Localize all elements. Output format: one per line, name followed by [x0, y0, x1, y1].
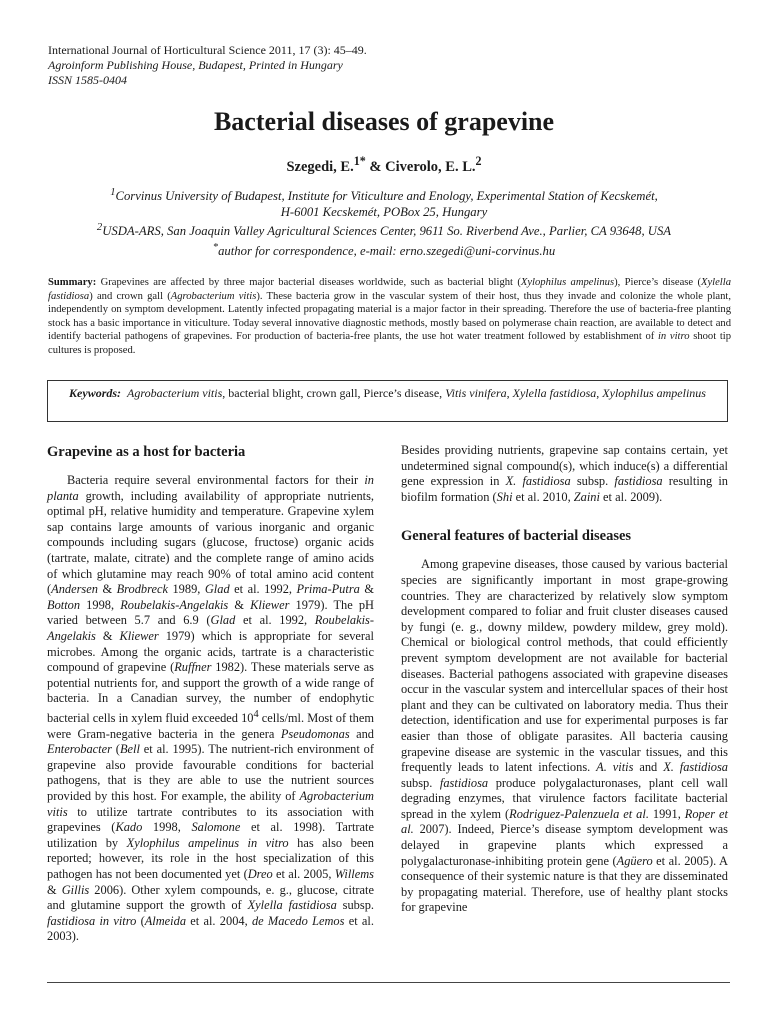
text-run: Bacteria require several environmental factors for their [67, 473, 365, 487]
keywords-label: Keywords: [69, 386, 122, 400]
italic-term: Roubelakis-Angelakis [120, 597, 229, 612]
author-name: Civerolo, E. L. [385, 158, 476, 175]
text-run: 1982). These materials serve as potential nutrients for, and support the growth of a wide range of bacteria. In a Canadian survey, the number of endophytic bacterial cells in xylem fluid exceeded 10 [47, 660, 375, 726]
keyword: Xylella fastidiosa [512, 386, 597, 400]
italic-term: fastidiosa [439, 775, 489, 790]
text-run: produce polygalacturonases, plant cell wall degrading enzymes, that virulence factors facilitate bacterial spread in the xylem ( [401, 775, 728, 821]
text-run: et al. 1992, [229, 582, 297, 597]
text-run: 2007). Indeed, Pierce’s disease symptom development was delayed in grapevine plants which expressed a polygalacturonase-inhibiting protein gene ( [401, 822, 728, 868]
author-affiliation-mark: 1* [353, 154, 366, 168]
text-run: to utilize tartrate contributes to its association with grapevines ( [47, 804, 374, 835]
text-run: et al. 2005). A consequence of their systemic nature is that they are disseminated by propagating material. Therefore, use of healthy plant stocks for grapevine [401, 853, 728, 915]
text-run: 1989, [167, 582, 205, 597]
text-run: & [97, 582, 117, 597]
italic-term: Ruffner [174, 660, 212, 675]
text-run: 1998, [80, 597, 121, 612]
text-run: et al. 2009). [599, 489, 663, 504]
text-run: growth, including availability of appropriate nutrients, optimal pH, relative humidity and temperature. Grapevine xylem sap contains large amounts of various inorganic and organic compounds including sugars (glucose, fructose) organic acids (tartrate, malate, citrate) and the complete range of amino acids of which glutamine may reach 90% of total amino acid content ( [47, 488, 374, 597]
correspondence-note [40, 240, 728, 260]
author-affiliation-mark: 2 [475, 154, 482, 168]
keyword-separator: , [506, 386, 513, 400]
affiliation-2 [40, 220, 728, 240]
affiliation-mark: 1 [110, 187, 116, 198]
text-run: & [228, 597, 251, 612]
italic-term: Almeida [144, 913, 187, 928]
text-run: subsp. [570, 474, 615, 489]
text-run: & [359, 582, 374, 597]
keyword-separator: , [596, 386, 603, 400]
text-run: & [47, 882, 62, 897]
keyword: Agrobacterium vitis [127, 386, 223, 400]
italic-term: X. fastidiosa [505, 474, 571, 489]
italic-term: Shi [496, 489, 513, 504]
text-run: Besides providing nutrients, grapevine sap contains certain, yet undetermined signal compound(s), which induce(s) a differential gene expression in [401, 443, 728, 489]
text-run: 1991, [648, 806, 685, 821]
italic-term: Xylella fastidiosa [247, 898, 337, 913]
author-list [0, 152, 768, 176]
text-run: ( [111, 742, 120, 757]
text-run: subsp. [336, 898, 374, 913]
italic-term: Roubelakis-Angelakis [47, 613, 374, 643]
text-run: 2006). Other xylem compounds, e. g., glucose, citrate and glutamine support the growth of [47, 882, 374, 913]
keyword: , bacterial blight, crown gall, Pierce’s disease, [222, 386, 446, 400]
italic-term: Agrobacterium vitis [47, 789, 374, 819]
italic-term: Willems [334, 866, 374, 881]
text-run: 1979). The pH varied between 5.7 and 6.9 ( [47, 597, 374, 628]
affiliation-mark: 2 [96, 222, 103, 234]
italic-term: X. fastidiosa [663, 760, 728, 775]
text-run: and [633, 760, 664, 775]
journal-citation: International Journal of Horticultural Science 2011, 17 (3): 45–49. [48, 43, 367, 57]
text-run: 1979) which is appropriate for several microbes. Among the organic acids, tartrate is a characteristic compound of grapevine ( [47, 628, 374, 675]
italic-term: Dreo [247, 866, 273, 881]
italic-term: Kado [115, 820, 143, 835]
section-heading: Grapevine as a host for bacteria [47, 444, 246, 460]
text-run: et al. 2004, [186, 913, 252, 928]
text-run: 1998, [142, 820, 192, 835]
affiliations [40, 185, 728, 260]
body-paragraph [47, 473, 374, 945]
affiliation-text: Corvinus University of Budapest, Institute for Viticulture and Enology, Experimental Station of Kecskemét, [115, 189, 658, 204]
summary-text: ), Pierce’s disease ( [614, 277, 701, 288]
summary-text: ). These bacteria grow in the vascular system of their host, thus they invade and colonize the whole plant, independently on symptom development. Latently infected propagating material is a major factor in their spreading. Therefore the use of bacteria-free planting stock has a basic importance in viticulture. Today several innovative diagnostic methods, mostly based on polymerase chain reaction, are available to detect and identify bacterial pathogens of grapevines. For production of bacteria-free plants, the use hot water treatment followed by establishment of [48, 290, 731, 343]
summary-text: ) and crown gall ( [89, 290, 171, 302]
italic-term: Enterobacter [47, 742, 112, 757]
summary-term: in vitro [657, 331, 690, 343]
italic-term: fastidiosa in vitro [47, 913, 137, 928]
text-run: and [349, 726, 374, 741]
italic-term: A. vitis [596, 760, 634, 775]
italic-term: de Macedo Lemos [251, 913, 345, 928]
article-title: Bacterial diseases of grapevine [213, 107, 555, 136]
italic-term: Gillis [61, 882, 90, 897]
summary-species: Xylella fastidiosa [48, 277, 731, 302]
italic-term: Bell [119, 742, 140, 757]
italic-term: Rodriguez-Palenzuela et al. [509, 806, 649, 821]
text-run: et al. 1998). Tartrate utilization by [47, 820, 374, 850]
journal-header [48, 43, 367, 88]
italic-term: Glad [210, 613, 236, 628]
italic-term: Prima-Putra [296, 582, 360, 597]
text-run: et al. 1992, [235, 613, 315, 628]
summary-species: Agrobacterium vitis [170, 290, 257, 302]
italic-term: Glad [204, 582, 230, 597]
text-run: ( [136, 913, 145, 928]
correspondence-mark: * [212, 241, 219, 253]
right-column [401, 443, 728, 916]
publisher-line: Agroinform Publishing House, Budapest, Printed in Hungary [48, 58, 343, 72]
italic-term: Andersen [51, 582, 98, 597]
italic-term: Salomone [191, 820, 241, 835]
body-paragraph [401, 557, 728, 916]
text-run: subsp. [401, 775, 440, 790]
summary-label: Summary: [48, 277, 97, 288]
superscript: 4 [253, 708, 259, 720]
text-run: et al. 2005, [272, 866, 335, 881]
italic-term: Agüero [616, 853, 653, 868]
italic-term: Botton [47, 597, 81, 612]
issn-line: ISSN 1585-0404 [48, 73, 127, 87]
footer-rule [47, 982, 730, 983]
italic-term: Xylophilus ampelinus in vitro [126, 835, 289, 850]
italic-term: in planta [47, 473, 374, 503]
italic-term: Roper et al. [401, 806, 728, 837]
summary-species: Xylophilus ampelinus [520, 277, 615, 288]
section-heading: General features of bacterial diseases [401, 528, 632, 545]
text-run: & [95, 628, 120, 643]
text-run: Among grapevine diseases, those caused by various bacterial species are significantly important in most grape-growing countries. They are characterized by relatively slow symptom development compared to foliar and fruit cluster diseases caused by fungi (e. g., downy mildew, powdery mildew, grey mold). Chemical or biological control methods, that could efficiently prevent symptom development are not available for bacterial diseases. Bacterial pathogens associated with grapevine diseases occur in the vascular system and intercellular spaces of their host plant and they can be cultivated on laboratory media. Thus their detection, identification and use for experimental purposes is far easier than those of obligate parasites. All bacteria causing grapevine disease are systemic in the vascular tissues, and this frequently leads to latent infections. [401, 557, 728, 775]
text-run: resulting in biofilm formation ( [401, 474, 728, 504]
keyword: Xylophilus ampelinus [602, 386, 706, 400]
italic-term: Kliewer [250, 597, 290, 612]
affiliation-1-address: H-6001 Kecskemét, POBox 25, Hungary [280, 204, 488, 219]
affiliation-text: USDA-ARS, San Joaquin Valley Agricultural Sciences Center, 9611 So. Riverbend Ave., Parlier, CA 93648, USA [102, 224, 672, 239]
text-run: et al. 1995). The nutrient-rich environment of grapevine also provide favourable conditions for bacterial pathogens, that is they are able to use the nutrient sources provided by this host. For example, the ability of [47, 742, 374, 803]
body-paragraph [401, 443, 728, 505]
italic-term: Kliewer [119, 628, 159, 643]
keyword: Vitis vinifera [445, 386, 507, 400]
italic-term: fastidiosa [614, 474, 663, 489]
text-run: has also been reported; however, its role in the host specialization of this pathogen has not been documented yet ( [47, 835, 374, 881]
italic-term: Brodbreck [116, 582, 168, 597]
left-column [47, 443, 374, 945]
correspondence-text: author for correspondence, e-mail: erno.szegedi@uni-corvinus.hu [218, 244, 556, 259]
text-run: et al. 2003). [47, 913, 374, 944]
author-joiner: & [365, 158, 386, 175]
keywords-box [47, 380, 728, 422]
text-run: et al. 2010, [512, 489, 574, 504]
summary-text: shoot tip cultures is proposed. [48, 331, 732, 356]
summary-text: Grapevines are affected by three major bacterial diseases worldwide, such as bacterial blight ( [96, 277, 521, 288]
summary-abstract [48, 276, 731, 358]
text-run: cells/ml. Most of them were Gram-negative bacteria in the genera [47, 711, 374, 741]
italic-term: Pseudomonas [280, 726, 350, 741]
italic-term: Zaini [573, 489, 600, 504]
affiliation-1 [40, 185, 728, 205]
author-name: Szegedi, E. [286, 158, 354, 175]
